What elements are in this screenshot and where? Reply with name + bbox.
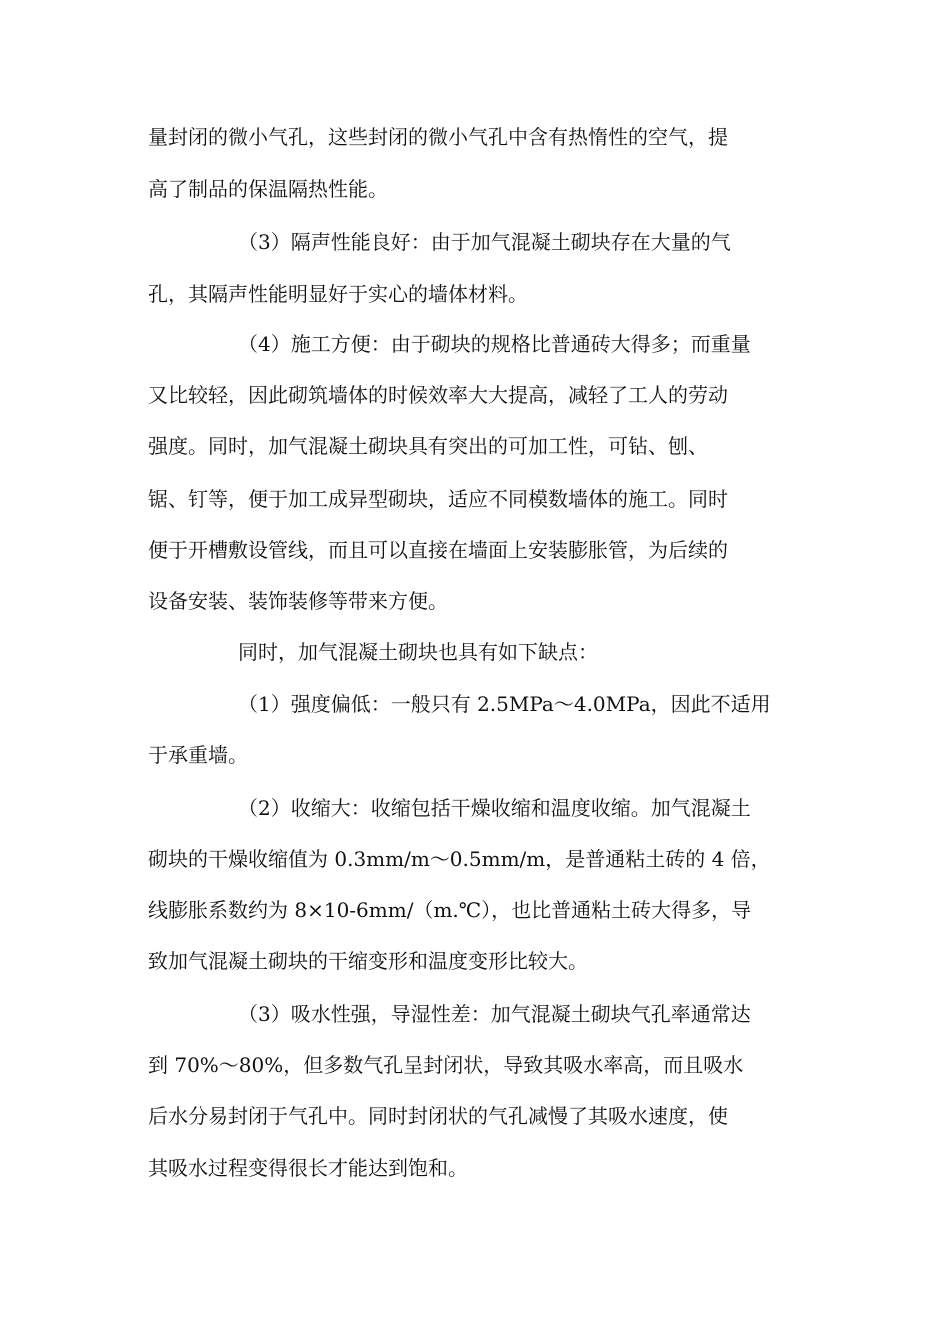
text-line: （4）施工方便：由于砌块的规格比普通砖大得多；而重量	[238, 332, 751, 356]
text-line: 锯、钉等，便于加工成异型砌块，适应不同模数墙体的施工。同时	[148, 487, 728, 511]
text-line: 高了制品的保温隔热性能。	[148, 177, 388, 201]
text-line: 又比较轻，因此砌筑墙体的时候效率大大提高，减轻了工人的劳动	[148, 383, 728, 407]
text-line: 孔，其隔声性能明显好于实心的墙体材料。	[148, 282, 528, 306]
text-line: 同时，加气混凝土砌块也具有如下缺点：	[238, 640, 598, 664]
text-line: 线膨胀系数约为 8×10-6mm/（m.℃），也比普通粘土砖大得多，导	[148, 898, 752, 922]
text-line: 设备安装、装饰装修等带来方便。	[148, 589, 448, 613]
text-line: 致加气混凝土砌块的干缩变形和温度变形比较大。	[148, 949, 588, 973]
text-line: 于承重墙。	[148, 743, 248, 767]
text-line: 量封闭的微小气孔，这些封闭的微小气孔中含有热惰性的空气，提	[148, 125, 728, 149]
text-line: 后水分易封闭于气孔中。同时封闭状的气孔减慢了其吸水速度，使	[148, 1104, 728, 1128]
text-line: 其吸水过程变得很长才能达到饱和。	[148, 1156, 468, 1180]
text-line: （1）强度偏低：一般只有 2.5MPa～4.0MPa，因此不适用	[238, 692, 771, 716]
text-line: 砌块的干燥收缩值为 0.3mm/m～0.5mm/m，是普通粘土砖的 4 倍，	[148, 847, 771, 871]
text-line: 到 70%～80%，但多数气孔呈封闭状，导致其吸水率高，而且吸水	[148, 1053, 744, 1077]
text-line: （3）隔声性能良好：由于加气混凝土砌块存在大量的气	[238, 230, 731, 254]
text-line: 便于开槽敷设管线，而且可以直接在墙面上安装膨胀管，为后续的	[148, 538, 728, 562]
text-line: 强度。同时，加气混凝土砌块具有突出的可加工性，可钻、刨、	[148, 434, 708, 458]
text-line: （3）吸水性强，导湿性差：加气混凝土砌块气孔率通常达	[238, 1002, 751, 1026]
text-line: （2）收缩大：收缩包括干燥收缩和温度收缩。加气混凝土	[238, 796, 751, 820]
